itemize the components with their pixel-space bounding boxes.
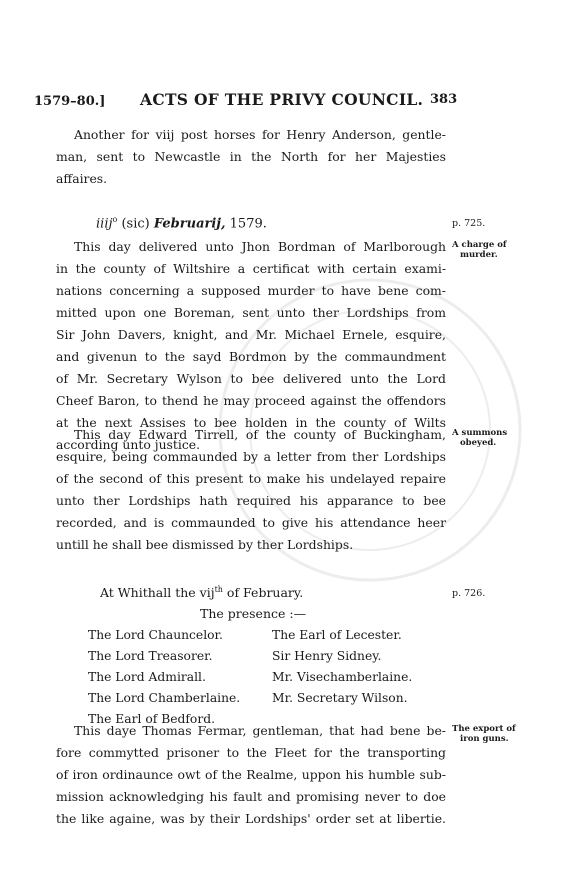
text-line: fore commytted prisoner to the Fleet for the transporting	[56, 745, 446, 760]
meeting-heading-sup: th	[214, 585, 223, 594]
presence-item: The Lord Admirall.	[88, 670, 206, 684]
meeting-heading-tail: of February.	[222, 585, 304, 601]
presence-item: The Lord Treasorer.	[88, 649, 213, 663]
text-line: of iron ordinaunce owt of the Realme, uppon his humble sub-	[56, 767, 446, 782]
intro-paragraph	[56, 124, 446, 190]
text-line: of the second of this present to make his undelayed repaire	[56, 471, 446, 486]
presence-item: Mr. Secretary Wilson.	[272, 691, 408, 705]
side-note-line: A charge of	[452, 240, 507, 250]
meeting-heading	[100, 585, 303, 600]
text-line: mission acknowledging his fault and promising never to doe	[56, 789, 446, 804]
side-note-line: obeyed.	[460, 438, 497, 448]
date-month: Februarij,	[153, 216, 226, 232]
text-line: This day delivered unto Jhon Bordman of Marlborough	[74, 239, 446, 254]
date-prefix: iiij	[96, 216, 113, 232]
side-note-summons	[452, 428, 542, 448]
text-line: and givenun to the sayd Bordmon by the commaundment	[56, 349, 446, 364]
text-line: man, sent to Newcastle in the North for her Majesties	[56, 149, 446, 164]
text-line: recorded, and is commaunded to give his attendance heer	[56, 515, 446, 530]
header-title: ACTS OF THE PRIVY COUNCIL.	[140, 90, 424, 109]
text-line: Another for viij post horses for Henry Anderson, gentle-	[74, 127, 446, 142]
side-note-line: murder.	[460, 250, 498, 260]
text-line: Sir John Davers, knight, and Mr. Michael Ernele, esquire,	[56, 327, 446, 342]
text-line: esquire, being commaunded by a letter from ther Lordships	[56, 449, 446, 464]
presence-item: The Earl of Lecester.	[272, 628, 402, 642]
date-heading	[96, 215, 267, 231]
meeting-heading-text: At Whithall the vij	[100, 585, 215, 601]
text-line: of Mr. Secretary Wylson to bee delivered unto the Lord	[56, 371, 446, 386]
presence-list-left	[88, 625, 240, 730]
date-year: 1579.	[229, 216, 267, 232]
text-line: at the next Assises to bee holden in the county of Wilts	[56, 415, 446, 430]
presence-heading: The presence :—	[200, 606, 307, 621]
text-line: the like againe, was by their Lordships' order set at libertie.	[56, 811, 446, 826]
text-line: mitted upon one Boreman, sent unto ther Lordships from	[56, 305, 446, 320]
presence-item: Sir Henry Sidney.	[272, 649, 382, 663]
side-note-line: iron guns.	[460, 734, 509, 744]
date-sic: (sic)	[121, 216, 150, 232]
side-note-line: A summons	[452, 428, 508, 438]
paragraph-export-of-iron-guns	[56, 720, 446, 830]
presence-list-right	[272, 625, 412, 709]
page-ref-726: p. 726.	[452, 588, 486, 599]
text-line: in the county of Wiltshire a certificat with certain exami-	[56, 261, 446, 276]
text-line: nations concerning a supposed murder to have bene com-	[56, 283, 446, 298]
side-note-charge-of-murder	[452, 240, 542, 260]
paragraph-summons	[56, 424, 446, 556]
text-line: This daye Thomas Fermar, gentleman, that had bene be-	[74, 723, 446, 738]
text-line: affaires.	[56, 171, 108, 186]
header-years: 1579–80.]	[34, 94, 106, 109]
date-prefix-sup: o	[112, 215, 118, 224]
text-line: untill he shall bee dismissed by ther Lordships.	[56, 537, 354, 552]
text-line: This day Edward Tirrell, of the county of Buckingham,	[74, 427, 446, 442]
text-line: Cheef Baron, to thend he may proceed against the offendors	[56, 393, 446, 408]
side-note-export-of-iron-guns	[452, 724, 542, 744]
side-note-line: The export of	[452, 724, 516, 734]
presence-item: The Earl of Bedford.	[88, 712, 215, 726]
page-number: 383	[430, 92, 458, 107]
presence-item: Mr. Visechamberlaine.	[272, 670, 413, 684]
paragraph-charge-of-murder	[56, 236, 446, 456]
presence-item: The Lord Chamberlaine.	[88, 691, 241, 705]
text-line: according unto justice.	[56, 437, 201, 452]
presence-item: The Lord Chauncelor.	[88, 628, 223, 642]
page-ref-725: p. 725.	[452, 218, 486, 229]
text-line: unto ther Lordships hath required his apparance to bee	[56, 493, 446, 508]
